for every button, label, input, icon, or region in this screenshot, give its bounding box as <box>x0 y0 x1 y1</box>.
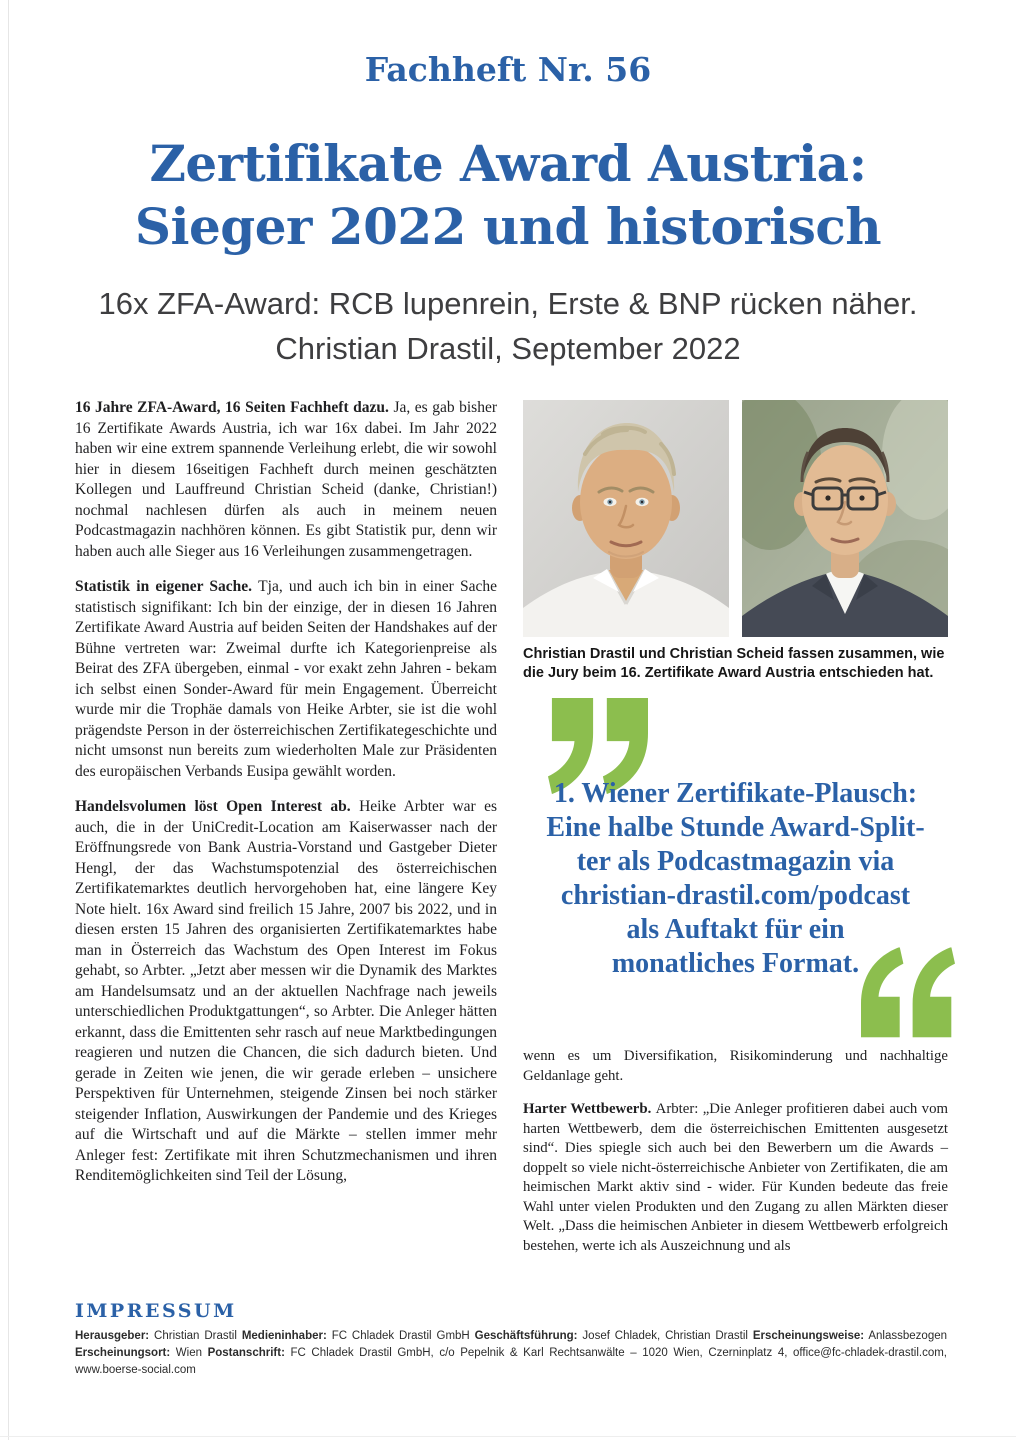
impressum-label: Postanschrift: <box>207 1347 285 1359</box>
impressum-label: Geschäftsführung: <box>474 1330 578 1342</box>
impressum-heading: IMPRESSUM <box>75 1300 237 1322</box>
right-column-paragraphs <box>523 1047 948 1270</box>
paragraph-lead: Handelsvolumen löst Open Interest ab. <box>75 798 360 815</box>
pull-quote-line: monatliches Format. <box>611 948 860 979</box>
article-paragraph: Statistik in eigener Sache. Tja, und auch ich bin in einer Sache statistisch signifikant: Ich bin der einzige, der in diesen 16 Jahren Zertifikate Award Austria auf beiden Seiten der Handshakes auf der Bühne vertreten war: Zweimal durfte ich Kategorienpreise als Beirat des ZFA übergeben, einmal - vor exakt zehn Jahren - bekam ich selbst einen Sonder-Award für mein Engagement. Überreicht wurde mir die Trophäe damals von Heike Arbter, sie ist die wohl prägendste Person in der österreichischen Zertifikategeschichte und nicht umsonst nun bereits zum wiederholten Male zur Präsidenten des europäischen Verbands Eusipa gewählt worden. <box>75 578 497 780</box>
photo-christian-scheid <box>742 400 948 637</box>
impressum <box>75 1300 947 1379</box>
impressum-value: FC Chladek Drastil GmbH, c/o Pepelnik & Karl Rechtsanwälte – 1020 Wien, Czerninplatz 4, office@fc-chladek-drastil.com, www.boerse-social.com <box>75 1347 947 1376</box>
article-paragraph: 16 Jahre ZFA-Award, 16 Seiten Fachheft dazu. Ja, es gab bisher 16 Zertifikate Awards Austria, ich war 16x dabei. Im Jahr 2022 haben wir eine extrem spannende Verleihung erlebt, die wir sowohl hier in diesem 16seitigen Fachheft durch meinen geschätzten Kollegen und Lauffreund Christian Scheid (danke, Christian!) nochmal nachlesen dürfen als auch in meinem neuen Podcastmagazin nachhören können. Es gibt Statistik pur, denn wir haben auch alle Sieger aus 16 Verleihungen zusammengetragen. <box>75 399 497 560</box>
page-bottom-edge-line <box>0 1436 1016 1437</box>
paragraph-lead: Harter Wettbewerb. <box>523 1101 656 1117</box>
impressum-label: Erscheinungsweise: <box>752 1330 865 1342</box>
subtitle-line2: Christian Drastil, September 2022 <box>275 331 741 366</box>
paragraph-lead: 16 Jahre ZFA-Award, 16 Seiten Fachheft dazu. <box>75 399 394 416</box>
page-title-line2: Sieger 2022 und historisch <box>134 197 882 256</box>
page-title <box>0 132 1016 258</box>
article-paragraph: wenn es um Diversifikation, Risikominderung und nachhaltige Geldanlage geht. <box>523 1048 948 1084</box>
impressum-value: Wien <box>170 1347 208 1359</box>
photo-caption: Christian Drastil und Christian Scheid fassen zusammen, wie die Jury beim 16. Zertifikate Award Austria entschieden hat. <box>523 646 945 681</box>
pull-quote-line: christian-drastil.com/podcast <box>560 880 911 911</box>
photo-christian-drastil <box>523 400 729 637</box>
impressum-value: FC Chladek Drastil GmbH <box>326 1330 475 1342</box>
close-quote-icon <box>861 947 955 1037</box>
kicker: Fachheft Nr. 56 <box>364 50 652 89</box>
impressum-line <box>75 1345 947 1379</box>
photo-row <box>523 400 948 637</box>
paragraph-lead: Statistik in eigener Sache. <box>75 578 259 595</box>
impressum-value: Christian Drastil <box>149 1330 242 1342</box>
page-title-line1: Zertifikate Award Austria: <box>149 134 867 193</box>
pull-quote-line: Eine halbe Stunde Award-Split- <box>546 812 925 843</box>
impressum-label: Medieninhaber: <box>241 1330 327 1342</box>
article-paragraph: Harter Wettbewerb. Arbter: „Die Anleger profitieren dabei auch vom harten Wettbewerb, dem die österreichischen Emittenten ausgesetzt sind“. Dies spiegle sich auch bei den Bewerbern um die Awards – doppelt so viele nicht-österreichische Anbieter von Zertifikaten, die am heimischen Markt aktiv sind - wider. Für Kunden bedeute das freie Wahl unter vielen Produkten und den Zugang zu allen Märkten dieser Welt. „Dass die heimischen Anbieter in diesem Wettbewerb erfolgreich bestehen, werte ich als Auszeichnung und als <box>523 1101 948 1254</box>
impressum-value: Anlassbezogen <box>864 1330 948 1342</box>
subtitle <box>0 281 1016 371</box>
left-column-paragraphs <box>75 398 497 1202</box>
subtitle-line1: 16x ZFA-Award: RCB lupenrein, Erste & BNP rücken näher. <box>98 286 918 321</box>
impressum-line <box>75 1328 947 1345</box>
article-paragraph: Handelsvolumen löst Open Interest ab. Heike Arbter war es auch, die in der UniCredit-Location am Kaiserwasser nach der Eröffnungsrede von Bank Austria-Vorstand und Gastgeber Dieter Hengl, der das Wachstumspotenzial des österreichischen Zertifikatemarktes deutlich hervorgehoben hat, eine längere Key Note hielt. 16x Award sind freilich 15 Jahre, 2007 bis 2022, und in diesen ersten 15 Jahren des organisierten Zertifikatemarktes habe man in Österreich das Wachstum des Open Interest im Fokus gehabt, so Arbter. „Jetzt aber messen wir die Dynamik des Marktes am Handelsumsatz und an der aktuellen Nachfrage nach jeweils unterschiedlichen Produktgattungen“, so Arbter. Die Anleger hätten erkannt, dass die Emittenten sehr rasch auf neue Marktbedingungen reagieren und nutzen die Chancen, die sich dadurch bieten. Und gerade in Zeiten wie jenen, die wir gerade erleben – unsichere Perspektiven für Unternehmen, steigende Zinsen bei noch stärker steigender Inflation, Auswirkungen der Pandemie und des Krieges auf die Wirtschaft und auf die Märkte – stellen immer mehr Anleger fest: Zertifikate mit ihren Schutzmechanismen und ihren Renditemöglichkeiten sind Teil der Lösung, <box>75 798 497 1184</box>
impressum-label: Erscheinungsort: <box>75 1347 171 1359</box>
pull-quote-line: ter als Podcastmagazin via <box>576 846 895 877</box>
pull-quote-line: als Auftakt für ein <box>626 914 845 945</box>
impressum-value: Josef Chladek, Christian Drastil <box>577 1330 753 1342</box>
pull-quote-block <box>523 695 948 1047</box>
impressum-label: Herausgeber: <box>75 1330 150 1342</box>
pull-quote-line: 1. Wiener Zertifikate-Plausch: <box>553 778 918 809</box>
